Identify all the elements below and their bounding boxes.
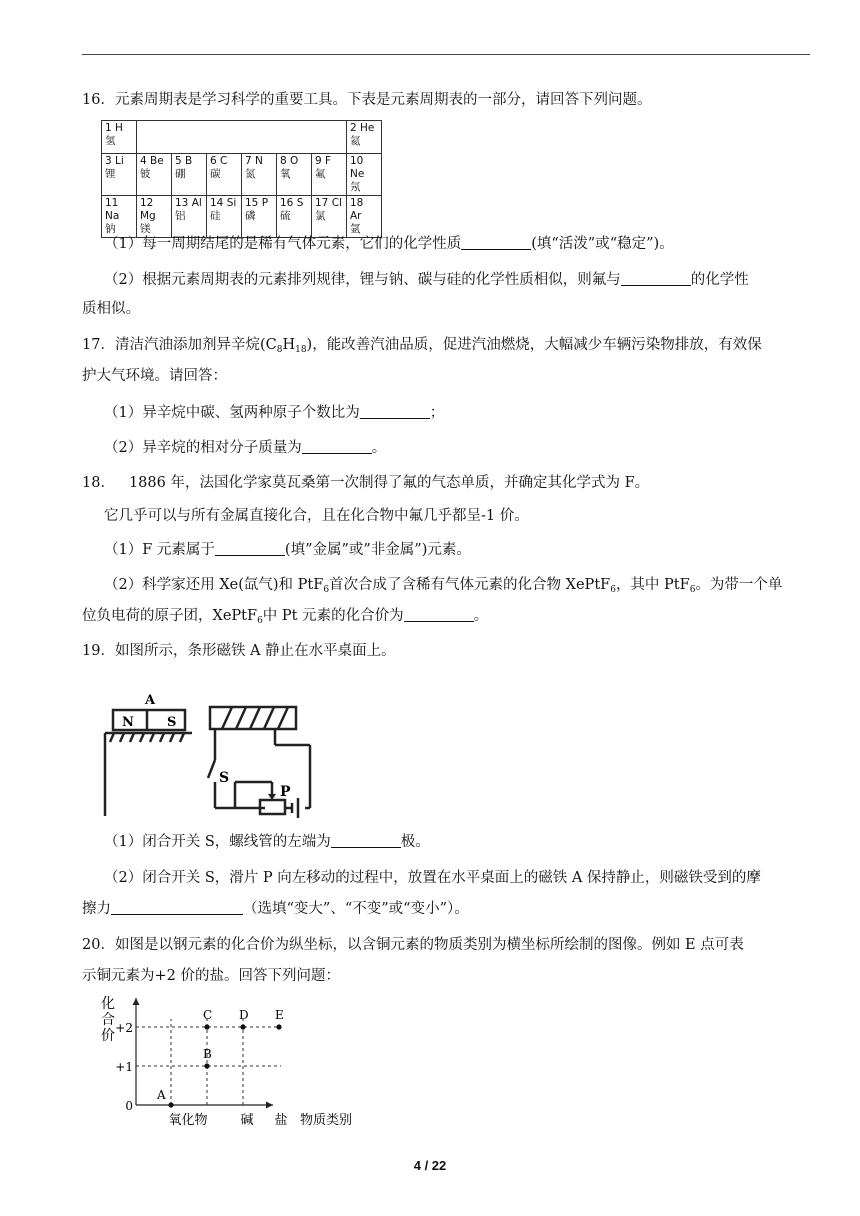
q20-stem-2: 示铜元素为+2 价的盐。回答下列问题： xyxy=(82,968,340,984)
element-cell: 1 H 氢 xyxy=(102,121,137,154)
y-axis-label-char: 价 xyxy=(101,1028,115,1044)
point-label: D xyxy=(239,1008,249,1022)
q17-part2: （2）异辛烷的相对分子质量为 。 xyxy=(104,440,387,456)
q17-stem: 17．清洁汽油添加剂异辛烷$(C_8H_{18})$，能改善汽油品质，促进汽油燃烧，大幅减少车辆污染物排放，有效保 xyxy=(82,337,762,355)
table-row xyxy=(102,154,382,196)
q18-answer-blank-2[interactable] xyxy=(404,607,474,622)
q16-part2-cont: 质相似。 xyxy=(82,301,140,317)
element-cell: 7 N 氮 xyxy=(242,154,277,196)
data-point xyxy=(168,1102,173,1107)
data-point xyxy=(204,1024,209,1029)
periodic-table xyxy=(101,120,382,238)
x-tick-label: 氧化物 xyxy=(168,1113,208,1128)
q19-answer-blank-2[interactable] xyxy=(111,900,243,915)
element-cell: 2 He 氦 xyxy=(347,121,382,154)
q16-part2-text: （2）根据元素周期表的元素排列规律，锂与钠、碳与硅的化学性质相似，则氟与 xyxy=(104,272,621,288)
q16-answer-blank-2[interactable] xyxy=(621,271,691,286)
q17-stem-2: 护大气环境。请回答： xyxy=(82,368,227,384)
x-tick-label: 碱 xyxy=(240,1113,254,1128)
q19-answer-blank-1[interactable] xyxy=(331,833,401,848)
element-cell: 14 Si 硅 xyxy=(207,196,242,238)
element-cell: 8 O 氧 xyxy=(277,154,312,196)
q19-part2-cont: 擦力 （选填“变大”、“不变”或“变小”）。 xyxy=(82,901,469,917)
table-gap xyxy=(137,121,347,154)
element-cell: 11 Na 钠 xyxy=(102,196,137,238)
magnet-label-s: S xyxy=(167,715,177,730)
header-rule xyxy=(82,54,810,55)
q16-answer-blank-1[interactable] xyxy=(461,235,531,250)
q19-part2: （2）闭合开关 S，滑片 P 向左移动的过程中，放置在水平桌面上的磁铁 A 保持静止，则磁铁受到的摩 xyxy=(104,870,761,886)
switch-label: S xyxy=(219,770,230,786)
point-label: A xyxy=(157,1088,166,1102)
q16-part1-hint: (填“活泼”或“稳定”)。 xyxy=(531,236,674,252)
element-cell: 17 Cl 氯 xyxy=(312,196,347,238)
table-row xyxy=(102,196,382,238)
y-tick-label: +2 xyxy=(115,1021,133,1035)
y-axis-label xyxy=(101,996,115,1044)
element-cell: 5 B 硼 xyxy=(172,154,207,196)
point-label: E xyxy=(275,1008,284,1022)
point-label: B xyxy=(203,1047,212,1061)
magnet-circuit-figure xyxy=(100,690,320,820)
table-row xyxy=(102,121,382,154)
y-tick-label: +1 xyxy=(115,1060,133,1074)
page-number: 4 / 22 xyxy=(413,1158,447,1173)
q17-answer-blank-1[interactable] xyxy=(360,404,430,419)
q16-part1-text: （1）每一周期结尾的是稀有气体元素，它们的化学性质 xyxy=(104,236,462,252)
slider-label: P xyxy=(280,784,291,800)
q16-stem: 16．元素周期表是学习科学的重要工具。下表是元素周期表的一部分，请回答下列问题。 xyxy=(82,92,652,108)
magnet-label-a: A xyxy=(145,693,156,708)
element-cell: 16 S 硫 xyxy=(277,196,312,238)
data-point xyxy=(276,1024,281,1029)
element-cell: 3 Li 锂 xyxy=(102,154,137,196)
q18-part2-cont: 位负电荷的原子团，XePtF$_6$中 Pt 元素的化合价为 。 xyxy=(82,608,489,626)
x-axis-label: 物质类别 xyxy=(299,1113,353,1128)
element-cell: 9 F 氟 xyxy=(312,154,347,196)
q18-answer-blank-1[interactable] xyxy=(215,541,285,556)
element-cell: 13 Al 铝 xyxy=(172,196,207,238)
y-tick-label: 0 xyxy=(125,1099,133,1113)
x-tick-label: 盐 xyxy=(274,1113,288,1128)
element-cell: 15 P 磷 xyxy=(242,196,277,238)
element-cell: 12 Mg 镁 xyxy=(137,196,172,238)
point-label: C xyxy=(203,1008,213,1022)
valence-chart xyxy=(95,990,370,1132)
q19-part1: （1）闭合开关 S，螺线管的左端为 极。 xyxy=(104,834,430,850)
q16-part2 xyxy=(104,270,749,290)
data-point xyxy=(204,1063,209,1068)
q18-part2: （2）科学家还用 Xe(氙气)和 PtF$_6$首次合成了含稀有气体元素的化合物 XePtF$_6$，其中 PtF$_6$。为带一个单 xyxy=(104,577,783,595)
y-axis-label-char: 合 xyxy=(101,1012,115,1028)
q18-stem: 18． 1886 年，法国化学家莫瓦桑第一次制得了氟的气态单质，并确定其化学式为 F。 xyxy=(82,475,650,491)
element-cell: 6 C 碳 xyxy=(207,154,242,196)
magnet-label-n: N xyxy=(122,715,134,730)
q16-part2-text-b: 的化学性 xyxy=(690,272,749,288)
q18-part1: （1）F 元素属于 (填”金属”或”非金属”)元素。 xyxy=(104,542,471,558)
element-cell: 10 Ne 氖 xyxy=(347,154,382,196)
y-axis-label-char: 化 xyxy=(101,996,115,1012)
q17-part1: （1）异辛烷中碳、氢两种原子个数比为 ； xyxy=(104,405,445,421)
data-point xyxy=(240,1024,245,1029)
q18-stem-2: 它几乎可以与所有金属直接化合，且在化合物中氟几乎都呈-1 价。 xyxy=(104,508,529,524)
q16-part1 xyxy=(104,234,674,254)
q20-stem: 20．如图是以钢元素的化合价为纵坐标，以含铜元素的物质类别为横坐标所绘制的图像。例如 E 点可表 xyxy=(82,937,744,953)
element-cell: 4 Be 铍 xyxy=(137,154,172,196)
q17-answer-blank-2[interactable] xyxy=(302,439,372,454)
switch-s xyxy=(208,760,215,778)
element-cell: 18 Ar 氩 xyxy=(347,196,382,238)
q19-stem: 19．如图所示，条形磁铁 A 静止在水平桌面上。 xyxy=(82,643,396,659)
